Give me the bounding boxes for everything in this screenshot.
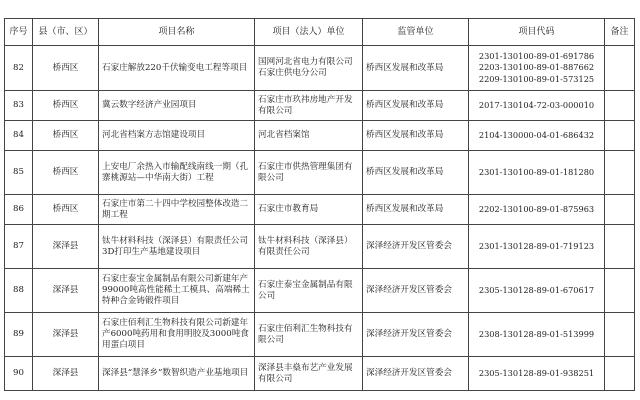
table-row [5,313,635,357]
header-county: 县（市、区） [33,19,99,46]
header-remark: 备注 [605,19,635,46]
row-project-name: 石家庄泰宝金属制品有限公司新建年产99000吨高性能稀土工模具、高端稀土特种合金铸锻件项目 [99,269,255,313]
row-project-code [469,225,605,269]
row-unit: 河北省档案馆 [255,121,363,151]
row-county: 深泽县 [33,313,99,357]
project-code-line: 2104-130000-04-01-686432 [478,129,595,140]
header-row [5,19,635,46]
table-row [5,269,635,313]
row-no: 85 [5,151,33,195]
row-no: 90 [5,357,33,391]
row-no: 89 [5,313,33,357]
row-project-code [469,151,605,195]
row-supervisor: 深泽经济开发区管委会 [363,313,469,357]
row-supervisor: 桥西区发展和改革局 [363,151,469,195]
table-row [5,357,635,391]
row-county: 桥西区 [33,151,99,195]
header-project-code: 项目代码 [469,19,605,46]
row-county: 桥西区 [33,91,99,121]
header-unit: 项目（法人）单位 [255,19,363,46]
project-code-line: 2301-130128-89-01-719123 [478,240,595,251]
row-county: 深泽县 [33,269,99,313]
row-project-code [469,121,605,151]
row-project-name: 河北省档案方志馆建设项目 [99,121,255,151]
row-no: 82 [5,46,33,91]
row-project-name: 石家庄解放220千伏输变电工程等项目 [99,46,255,91]
row-unit: 石家庄泰宝金属制品有限公司 [255,269,363,313]
row-project-name: 深泽县“慧泽乡”数智织造产业基地项目 [99,357,255,391]
row-remark [605,313,635,357]
row-county: 桥西区 [33,121,99,151]
row-unit: 石家庄市供热管理集团有限公司 [255,151,363,195]
project-code-line: 2301-130100-89-01-691786 [478,50,595,61]
project-code-line: 2203-130100-89-01-887662 [478,62,595,73]
row-remark [605,151,635,195]
table-row [5,91,635,121]
table-row [5,195,635,225]
row-remark [605,357,635,391]
row-unit: 钛牛材料科技（深泽县）有限责任公司 [255,225,363,269]
row-unit: 深泽县丰燊布艺产业发展有限公司 [255,357,363,391]
row-no: 83 [5,91,33,121]
header-supervisor: 监管单位 [363,19,469,46]
row-project-name: 石家庄佰利汇生物科技有限公司新建年产6000吨药用和食用明胶及3000吨食用蛋白项目 [99,313,255,357]
table-row [5,121,635,151]
table-row [5,151,635,195]
row-no: 87 [5,225,33,269]
row-project-name: 上安电厂余热入市输配线南线一期（孔寨桃源站—中华南大街）工程 [99,151,255,195]
row-no: 86 [5,195,33,225]
header-project-name: 项目名称 [99,19,255,46]
row-unit: 石家庄佰利汇生物科技有限公司 [255,313,363,357]
row-no: 88 [5,269,33,313]
row-project-name: 石家庄市第二十四中学校园整体改造二期工程 [99,195,255,225]
row-project-code [469,46,605,91]
row-project-code [469,269,605,313]
row-no: 84 [5,121,33,151]
row-unit: 石家庄市玖祎房地产开发有限公司 [255,91,363,121]
row-remark [605,121,635,151]
project-code-line: 2209-130100-89-01-573125 [478,73,595,84]
row-unit: 石家庄市教育局 [255,195,363,225]
project-code-line: 2305-130128-89-01-938251 [478,367,595,378]
project-code-line: 2308-130128-89-01-513999 [478,328,595,339]
row-supervisor: 深泽经济开发区管委会 [363,269,469,313]
row-supervisor: 桥西区发展和改革局 [363,195,469,225]
table-row [5,46,635,91]
row-supervisor: 深泽经济开发区管委会 [363,357,469,391]
project-code-line: 2017-130104-72-03-000010 [478,99,595,110]
row-project-code [469,313,605,357]
row-supervisor: 桥西区发展和改革局 [363,46,469,91]
row-project-name: 冀云数字经济产业园项目 [99,91,255,121]
row-project-code [469,91,605,121]
project-code-line: 2301-130100-89-01-181280 [478,166,595,177]
header-no: 序号 [5,19,33,46]
row-remark [605,46,635,91]
row-county: 桥西区 [33,46,99,91]
row-county: 深泽县 [33,357,99,391]
row-project-code [469,195,605,225]
row-county: 桥西区 [33,195,99,225]
project-code-line: 2305-130128-89-01-670617 [478,284,595,295]
row-project-name: 钛牛材料科技（深泽县）有限责任公司3D打印生产基地建设项目 [99,225,255,269]
row-supervisor: 深泽经济开发区管委会 [363,225,469,269]
row-remark [605,225,635,269]
row-remark [605,91,635,121]
row-supervisor: 桥西区发展和改革局 [363,121,469,151]
project-table [4,18,635,391]
row-remark [605,195,635,225]
row-unit: 国网河北省电力有限公司石家庄供电分公司 [255,46,363,91]
row-supervisor: 桥西区发展和改革局 [363,91,469,121]
row-county: 深泽县 [33,225,99,269]
row-project-code [469,357,605,391]
table-row [5,225,635,269]
row-remark [605,269,635,313]
project-code-line: 2202-130100-89-01-875963 [478,203,595,214]
